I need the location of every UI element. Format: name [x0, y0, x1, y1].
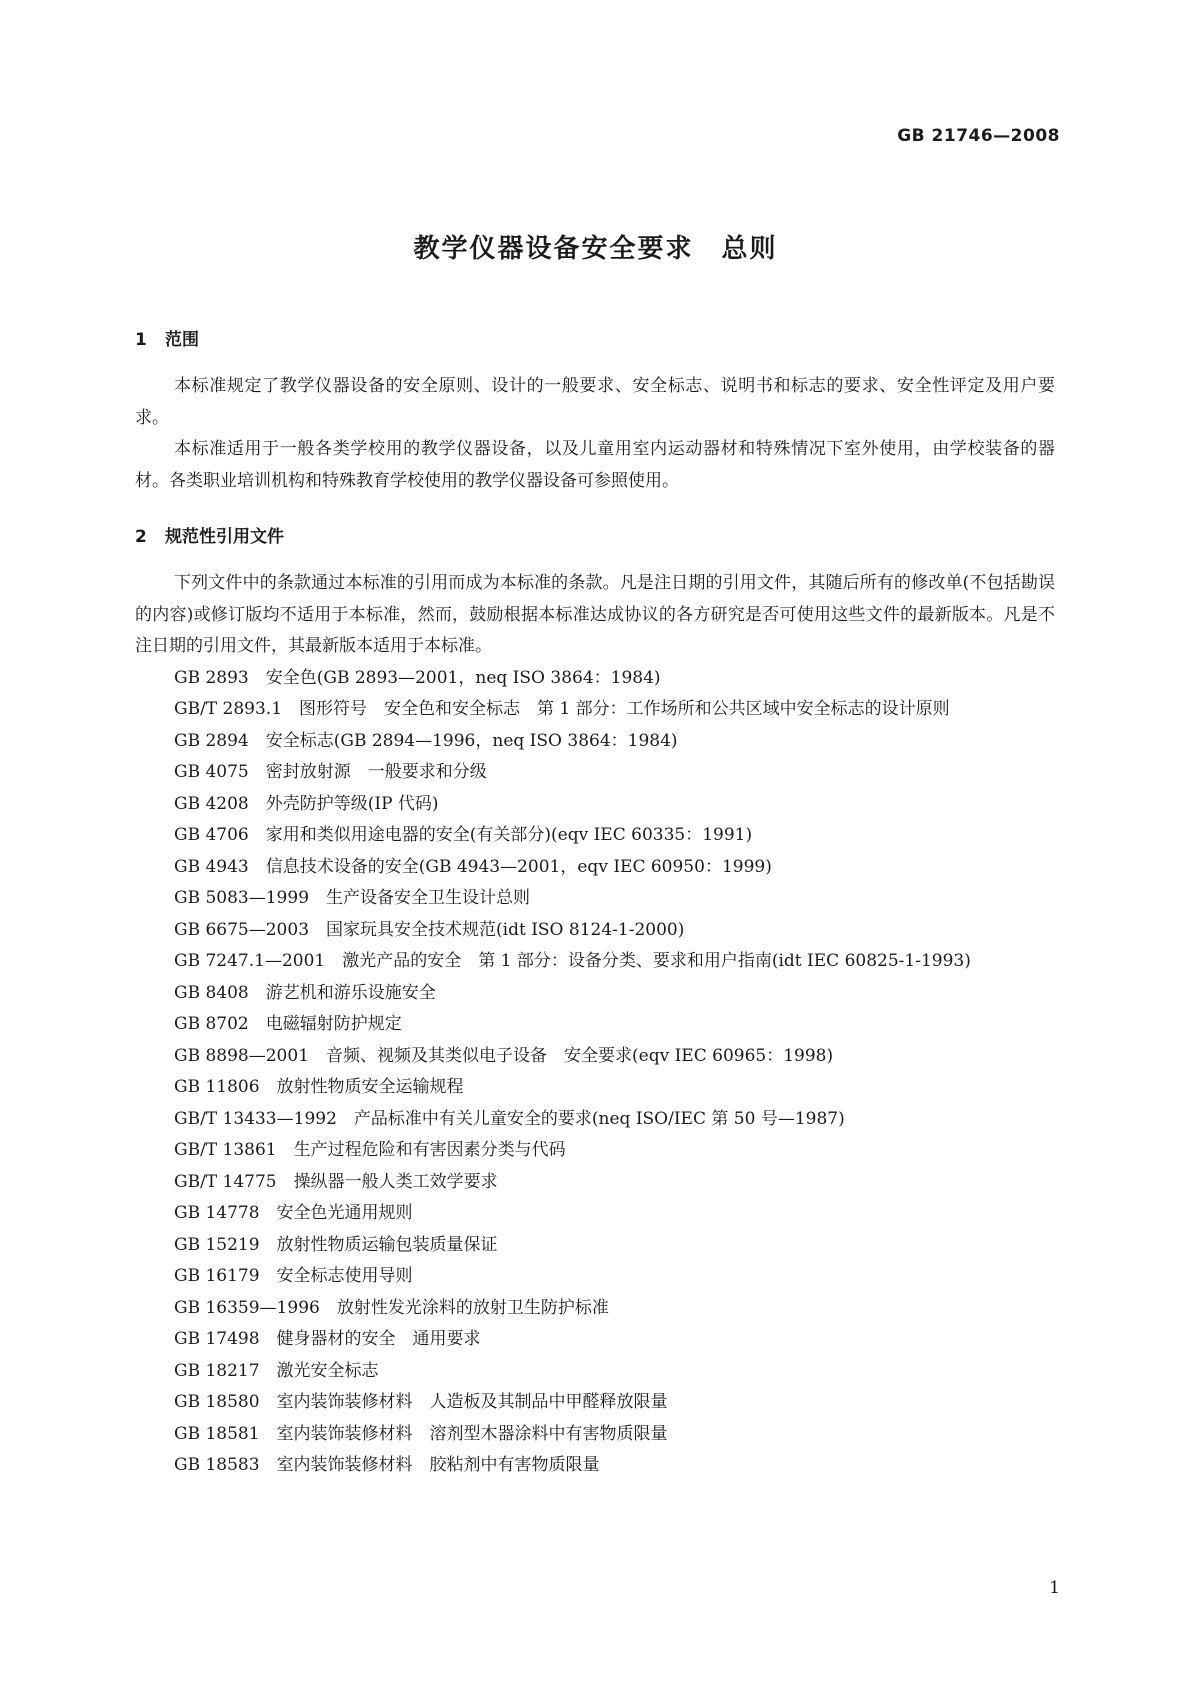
reference-item: GB 16359—1996 放射性发光涂料的放射卫生防护标准: [174, 1297, 609, 1318]
section-title: 范围: [165, 330, 199, 350]
reference-item: GB 18217 激光安全标志: [174, 1360, 379, 1381]
reference-item: GB 2893 安全色(GB 2893—2001，neq ISO 3864：1984): [174, 667, 661, 688]
reference-item: GB 18580 室内装饰装修材料 人造板及其制品中甲醛释放限量: [174, 1392, 668, 1412]
section-heading: [135, 522, 1055, 552]
reference-item: GB 4208 外壳防护等级(IP 代码): [174, 793, 439, 814]
references-intro: 下列文件中的条款通过本标准的引用而成为本标准的条款。凡是注日期的引用文件，其随后所有的修改单(不包括勘误的内容)或修订版均不适用于本标准，然而，鼓励根据本标准达成协议的各方研究是否可使用这些文件的最新版本。凡是不注日期的引用文件，其最新版本适用于本标准。: [135, 573, 1055, 656]
reference-item: GB 8702 电磁辐射防护规定: [174, 1014, 402, 1034]
section-heading: [135, 325, 1055, 355]
reference-item: GB 8898—2001 音频、视频及其类似电子设备 安全要求(eqv IEC 60965：1998): [174, 1045, 834, 1066]
reference-list: [135, 663, 1055, 1482]
reference-item: GB 17498 健身器材的安全 通用要求: [174, 1329, 481, 1349]
reference-item: GB 6675—2003 国家玩具安全技术规范(idt ISO 8124-1-2000): [174, 919, 685, 940]
reference-item: GB 11806 放射性物质安全运输规程: [174, 1077, 464, 1097]
reference-item: GB/T 14775 操纵器一般人类工效学要求: [174, 1171, 498, 1192]
section-number: 2: [135, 527, 147, 547]
reference-item: GB 16179 安全标志使用导则: [174, 1266, 413, 1286]
page-number: 1: [1049, 1578, 1060, 1598]
section-normative-references: [135, 522, 1055, 1482]
reference-item: GB 5083—1999 生产设备安全卫生设计总则: [174, 888, 531, 908]
reference-item: GB 4706 家用和类似用途电器的安全(有关部分)(eqv IEC 60335：1991): [174, 825, 753, 845]
reference-item: GB 18583 室内装饰装修材料 胶粘剂中有害物质限量: [174, 1455, 600, 1475]
reference-item: GB 2894 安全标志(GB 2894—1996，neq ISO 3864：1984): [174, 730, 678, 751]
reference-item: GB/T 13861 生产过程危险和有害因素分类与代码: [174, 1140, 566, 1160]
reference-item: GB 18581 室内装饰装修材料 溶剂型木器涂料中有害物质限量: [174, 1423, 668, 1444]
reference-item: GB 8408 游艺机和游乐设施安全: [174, 982, 436, 1003]
reference-item: GB/T 2893.1 图形符号 安全色和安全标志 第 1 部分：工作场所和公共区域中安全标志的设计原则: [174, 699, 950, 719]
section-number: 1: [135, 330, 147, 350]
reference-item: GB 4075 密封放射源 一般要求和分级: [174, 762, 487, 782]
reference-item: GB 14778 安全色光通用规则: [174, 1203, 413, 1223]
scope-paragraph: 本标准规定了教学仪器设备的安全原则、设计的一般要求、安全标志、说明书和标志的要求、安全性评定及用户要求。: [135, 376, 1055, 428]
section-scope: [135, 325, 1055, 497]
standard-code: GB 21746—2008: [897, 126, 1060, 146]
scope-paragraph: 本标准适用于一般各类学校用的教学仪器设备，以及儿童用室内运动器材和特殊情况下室外使用，由学校装备的器材。各类职业培训机构和特殊教育学校使用的教学仪器设备可参照使用。: [135, 439, 1055, 491]
reference-item: GB 7247.1—2001 激光产品的安全 第 1 部分：设备分类、要求和用户指南(idt IEC 60825-1-1993): [174, 951, 971, 971]
section-title: 规范性引用文件: [165, 527, 284, 547]
reference-item: GB/T 13433—1992 产品标准中有关儿童安全的要求(neq ISO/IEC 第 50 号—1987): [174, 1108, 845, 1129]
reference-item: GB 4943 信息技术设备的安全(GB 4943—2001，eqv IEC 60950：1999): [174, 856, 772, 877]
reference-item: GB 15219 放射性物质运输包装质量保证: [174, 1234, 498, 1255]
document-title: 教学仪器设备安全要求 总则: [413, 234, 778, 264]
